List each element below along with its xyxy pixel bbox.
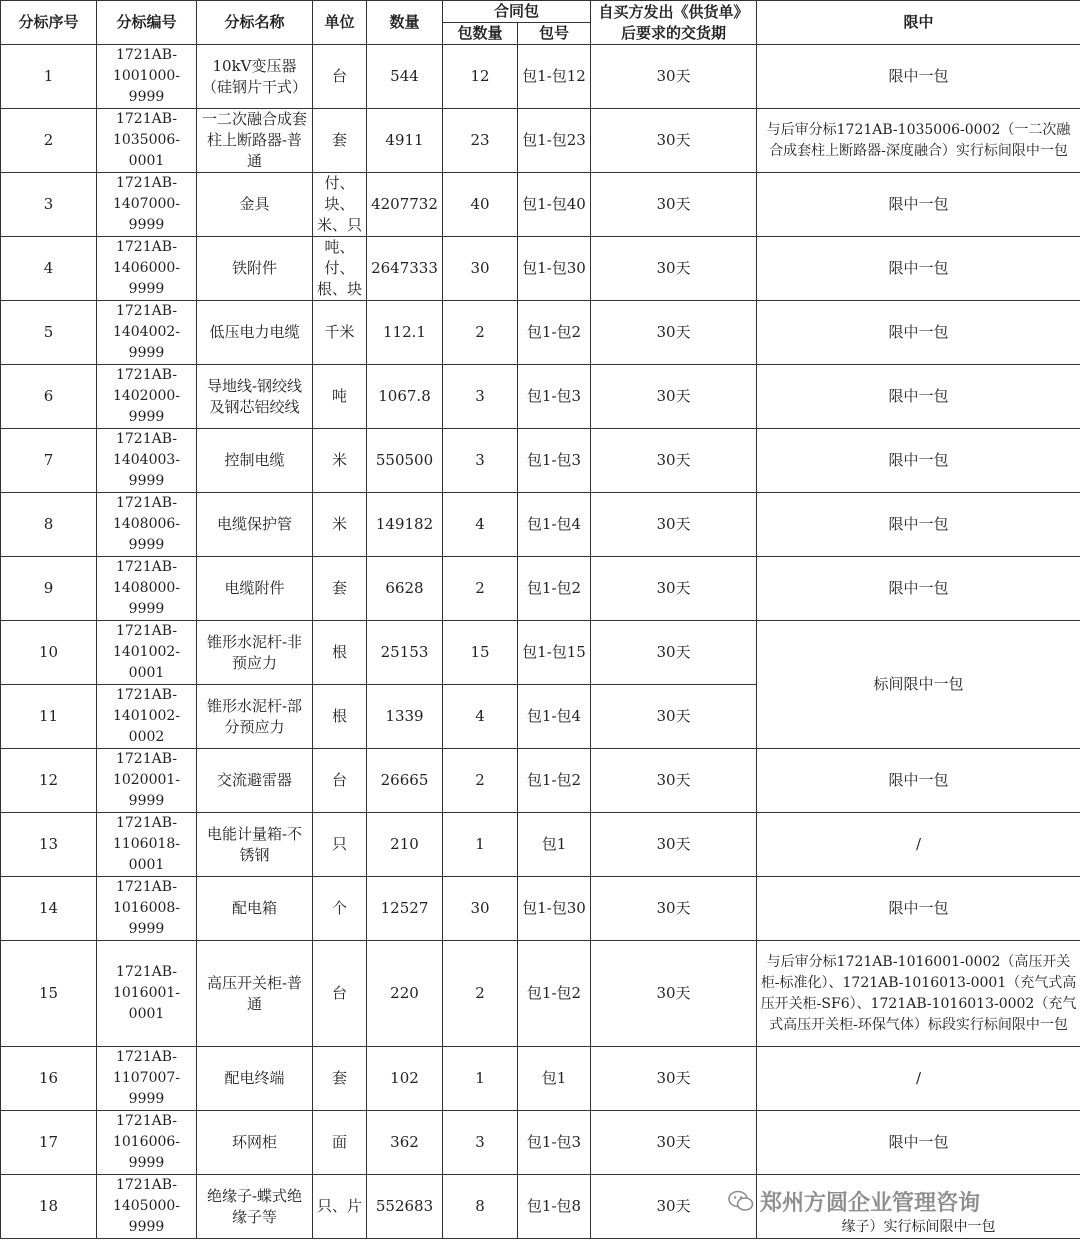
cell-limit: / — [757, 1047, 1080, 1111]
cell-name: 锥形水泥杆-非预应力 — [197, 621, 313, 685]
header-pkg-count: 包数量 — [443, 23, 518, 45]
cell-name: 铁附件 — [197, 237, 313, 301]
cell-pkg-no: 包1 — [518, 813, 591, 877]
cell-pkg-count: 3 — [443, 1111, 518, 1175]
cell-code: 1721AB-1404003-9999 — [97, 429, 197, 493]
cell-unit: 面 — [313, 1111, 367, 1175]
cell-pkg-no: 包1-包2 — [518, 557, 591, 621]
cell-unit: 吨、付、根、块 — [313, 237, 367, 301]
cell-limit: 与后审分标1721AB-1035006-0002（一二次融合成套柱上断路器-深度融合）实行标间限中一包 — [757, 109, 1080, 173]
cell-unit: 只 — [313, 813, 367, 877]
cell-code: 1721AB-1401002-0001 — [97, 621, 197, 685]
cell-pkg-count: 2 — [443, 557, 518, 621]
header-name: 分标名称 — [197, 1, 313, 45]
cell-pkg-count: 8 — [443, 1175, 518, 1239]
table-row — [1, 429, 1080, 493]
cell-delivery: 30天 — [591, 365, 757, 429]
cell-limit: 限中一包 — [757, 1111, 1080, 1175]
cell-unit: 米 — [313, 493, 367, 557]
header-seq: 分标序号 — [1, 1, 97, 45]
cell-name: 交流避雷器 — [197, 749, 313, 813]
table-row — [1, 301, 1080, 365]
cell-pkg-count: 30 — [443, 877, 518, 941]
cell-unit: 台 — [313, 941, 367, 1047]
cell-name: 配电箱 — [197, 877, 313, 941]
table-row — [1, 1047, 1080, 1111]
cell-seq: 8 — [1, 493, 97, 557]
cell-pkg-count: 30 — [443, 237, 518, 301]
cell-pkg-no: 包1-包30 — [518, 237, 591, 301]
cell-pkg-count: 2 — [443, 749, 518, 813]
cell-seq: 17 — [1, 1111, 97, 1175]
cell-limit: 与后审分标1721AB-1016001-0002（高压开关柜-标准化）、1721AB-1016013-0001（充气式高压开关柜-SF6）、1721AB-1016013-0002（充气式高压开关柜-环保气体）标段实行标间限中一包 — [757, 941, 1080, 1047]
table-row — [1, 557, 1080, 621]
cell-pkg-count: 12 — [443, 45, 518, 109]
table-row — [1, 749, 1080, 813]
cell-code: 1721AB-1402000-9999 — [97, 365, 197, 429]
cell-code: 1721AB-1016006-9999 — [97, 1111, 197, 1175]
cell-code: 1721AB-1035006-0001 — [97, 109, 197, 173]
cell-pkg-no: 包1-包40 — [518, 173, 591, 237]
cell-seq: 13 — [1, 813, 97, 877]
cell-limit: 限中一包 — [757, 301, 1080, 365]
cell-qty: 1339 — [367, 685, 443, 749]
cell-limit: / — [757, 813, 1080, 877]
cell-pkg-count: 1 — [443, 813, 518, 877]
cell-name: 绝缘子-蝶式绝缘子等 — [197, 1175, 313, 1239]
cell-seq: 18 — [1, 1175, 97, 1239]
table-row — [1, 813, 1080, 877]
cell-pkg-no: 包1-包23 — [518, 109, 591, 173]
cell-delivery: 30天 — [591, 237, 757, 301]
cell-qty: 544 — [367, 45, 443, 109]
cell-unit: 台 — [313, 45, 367, 109]
cell-seq: 3 — [1, 173, 97, 237]
cell-code: 1721AB-1016001-0001 — [97, 941, 197, 1047]
wechat-icon — [728, 1190, 754, 1212]
cell-limit: 限中一包 — [757, 45, 1080, 109]
table-row — [1, 237, 1080, 301]
watermark — [728, 1186, 1068, 1216]
table-row — [1, 493, 1080, 557]
cell-limit: 限中一包 — [757, 557, 1080, 621]
cell-seq: 4 — [1, 237, 97, 301]
cell-seq: 15 — [1, 941, 97, 1047]
cell-code: 1721AB-1401002-0002 — [97, 685, 197, 749]
cell-limit: 限中一包 — [757, 429, 1080, 493]
cell-code: 1721AB-1001000-9999 — [97, 45, 197, 109]
cell-pkg-count: 15 — [443, 621, 518, 685]
cell-seq: 7 — [1, 429, 97, 493]
cell-qty: 149182 — [367, 493, 443, 557]
cell-seq: 2 — [1, 109, 97, 173]
header-code: 分标编号 — [97, 1, 197, 45]
cell-name: 配电终端 — [197, 1047, 313, 1111]
cell-delivery: 30天 — [591, 557, 757, 621]
cell-qty: 102 — [367, 1047, 443, 1111]
cell-code: 1721AB-1016008-9999 — [97, 877, 197, 941]
cell-limit: 限中一包 — [757, 173, 1080, 237]
table-row — [1, 1111, 1080, 1175]
cell-limit: 限中一包 — [757, 749, 1080, 813]
cell-seq: 12 — [1, 749, 97, 813]
cell-name: 金具 — [197, 173, 313, 237]
table-row — [1, 941, 1080, 1047]
cell-unit: 套 — [313, 1047, 367, 1111]
cell-unit: 根 — [313, 685, 367, 749]
cell-qty: 4911 — [367, 109, 443, 173]
table-row — [1, 621, 1080, 685]
cell-seq: 10 — [1, 621, 97, 685]
cell-code: 1721AB-1404002-9999 — [97, 301, 197, 365]
cell-unit: 台 — [313, 749, 367, 813]
cell-pkg-count: 3 — [443, 365, 518, 429]
cell-pkg-no: 包1-包12 — [518, 45, 591, 109]
cell-qty: 362 — [367, 1111, 443, 1175]
cell-unit: 千米 — [313, 301, 367, 365]
cell-qty: 25153 — [367, 621, 443, 685]
cell-unit: 套 — [313, 557, 367, 621]
cell-code: 1721AB-1020001-9999 — [97, 749, 197, 813]
cell-seq: 14 — [1, 877, 97, 941]
header-qty: 数量 — [367, 1, 443, 45]
cell-limit: 限中一包 — [757, 365, 1080, 429]
cell-delivery: 30天 — [591, 429, 757, 493]
cell-seq: 1 — [1, 45, 97, 109]
cell-qty: 550500 — [367, 429, 443, 493]
header-delivery: 自买方发出《供货单》后要求的交货期 — [591, 1, 757, 45]
cell-unit: 根 — [313, 621, 367, 685]
cell-delivery: 30天 — [591, 941, 757, 1047]
cell-name: 10kV变压器（硅钢片干式） — [197, 45, 313, 109]
header-unit: 单位 — [313, 1, 367, 45]
cell-pkg-count: 2 — [443, 941, 518, 1047]
cell-name: 环网柜 — [197, 1111, 313, 1175]
cell-qty: 6628 — [367, 557, 443, 621]
cell-code: 1721AB-1407000-9999 — [97, 173, 197, 237]
cell-name: 电缆保护管 — [197, 493, 313, 557]
cell-pkg-count: 3 — [443, 429, 518, 493]
cell-name: 一二次融合成套柱上断路器-普通 — [197, 109, 313, 173]
cell-unit: 付、块、米、只 — [313, 173, 367, 237]
cell-name: 控制电缆 — [197, 429, 313, 493]
cell-pkg-no: 包1-包2 — [518, 301, 591, 365]
cell-name: 高压开关柜-普通 — [197, 941, 313, 1047]
cell-pkg-count: 1 — [443, 1047, 518, 1111]
watermark-text: 郑州方圆企业管理咨询 — [760, 1190, 981, 1216]
cell-pkg-no: 包1-包2 — [518, 749, 591, 813]
cell-pkg-count: 4 — [443, 685, 518, 749]
cell-delivery: 30天 — [591, 621, 757, 685]
cell-pkg-no: 包1-包3 — [518, 429, 591, 493]
cell-unit: 只、片 — [313, 1175, 367, 1239]
table-row — [1, 45, 1080, 109]
cell-qty: 552683 — [367, 1175, 443, 1239]
cell-name: 低压电力电缆 — [197, 301, 313, 365]
table-row — [1, 109, 1080, 173]
cell-delivery: 30天 — [591, 173, 757, 237]
cell-delivery: 30天 — [591, 1175, 757, 1239]
cell-delivery: 30天 — [591, 813, 757, 877]
cell-pkg-no: 包1-包3 — [518, 365, 591, 429]
cell-pkg-no: 包1-包15 — [518, 621, 591, 685]
cell-limit: 限中一包 — [757, 877, 1080, 941]
cell-delivery: 30天 — [591, 1047, 757, 1111]
cell-delivery: 30天 — [591, 877, 757, 941]
cell-unit: 米 — [313, 429, 367, 493]
cell-code: 1721AB-1106018-0001 — [97, 813, 197, 877]
cell-limit: 限中一包 — [757, 493, 1080, 557]
table-row — [1, 173, 1080, 237]
cell-limit: 缘子）实行标间限中一包 — [757, 1175, 1080, 1239]
cell-code: 1721AB-1406000-9999 — [97, 237, 197, 301]
cell-pkg-count: 4 — [443, 493, 518, 557]
cell-delivery: 30天 — [591, 493, 757, 557]
table-row — [1, 877, 1080, 941]
cell-pkg-no: 包1-包30 — [518, 877, 591, 941]
header-limit: 限中 — [757, 1, 1080, 45]
cell-limit: 限中一包 — [757, 237, 1080, 301]
cell-unit: 个 — [313, 877, 367, 941]
cell-code: 1721AB-1107007-9999 — [97, 1047, 197, 1111]
table-row — [1, 365, 1080, 429]
cell-pkg-no: 包1 — [518, 1047, 591, 1111]
cell-qty: 12527 — [367, 877, 443, 941]
header-pkg-no: 包号 — [518, 23, 591, 45]
cell-seq: 9 — [1, 557, 97, 621]
cell-qty: 210 — [367, 813, 443, 877]
cell-delivery: 30天 — [591, 109, 757, 173]
cell-pkg-count: 2 — [443, 301, 518, 365]
cell-unit: 套 — [313, 109, 367, 173]
cell-delivery: 30天 — [591, 685, 757, 749]
header-contract-pkg: 合同包 — [443, 1, 591, 23]
cell-seq: 6 — [1, 365, 97, 429]
cell-seq: 5 — [1, 301, 97, 365]
cell-code: 1721AB-1408006-9999 — [97, 493, 197, 557]
cell-code: 1721AB-1408000-9999 — [97, 557, 197, 621]
cell-name: 电能计量箱-不锈钢 — [197, 813, 313, 877]
cell-delivery: 30天 — [591, 749, 757, 813]
cell-name: 导地线-钢绞线及钢芯铝绞线 — [197, 365, 313, 429]
cell-delivery: 30天 — [591, 1111, 757, 1175]
cell-qty: 1067.8 — [367, 365, 443, 429]
cell-pkg-no: 包1-包4 — [518, 493, 591, 557]
cell-pkg-count: 40 — [443, 173, 518, 237]
cell-seq: 11 — [1, 685, 97, 749]
header-row — [1, 1, 1080, 23]
cell-unit: 吨 — [313, 365, 367, 429]
cell-limit-merged: 标间限中一包 — [757, 621, 1080, 749]
cell-name: 电缆附件 — [197, 557, 313, 621]
cell-pkg-no: 包1-包4 — [518, 685, 591, 749]
cell-delivery: 30天 — [591, 301, 757, 365]
cell-pkg-no: 包1-包8 — [518, 1175, 591, 1239]
cell-pkg-no: 包1-包2 — [518, 941, 591, 1047]
cell-pkg-count: 23 — [443, 109, 518, 173]
cell-name: 锥形水泥杆-部分预应力 — [197, 685, 313, 749]
cell-qty: 4207732 — [367, 173, 443, 237]
cell-qty: 2647333 — [367, 237, 443, 301]
cell-delivery: 30天 — [591, 45, 757, 109]
cell-qty: 220 — [367, 941, 443, 1047]
cell-pkg-no: 包1-包3 — [518, 1111, 591, 1175]
cell-qty: 112.1 — [367, 301, 443, 365]
cell-seq: 16 — [1, 1047, 97, 1111]
cell-qty: 26665 — [367, 749, 443, 813]
cell-code: 1721AB-1405000-9999 — [97, 1175, 197, 1239]
